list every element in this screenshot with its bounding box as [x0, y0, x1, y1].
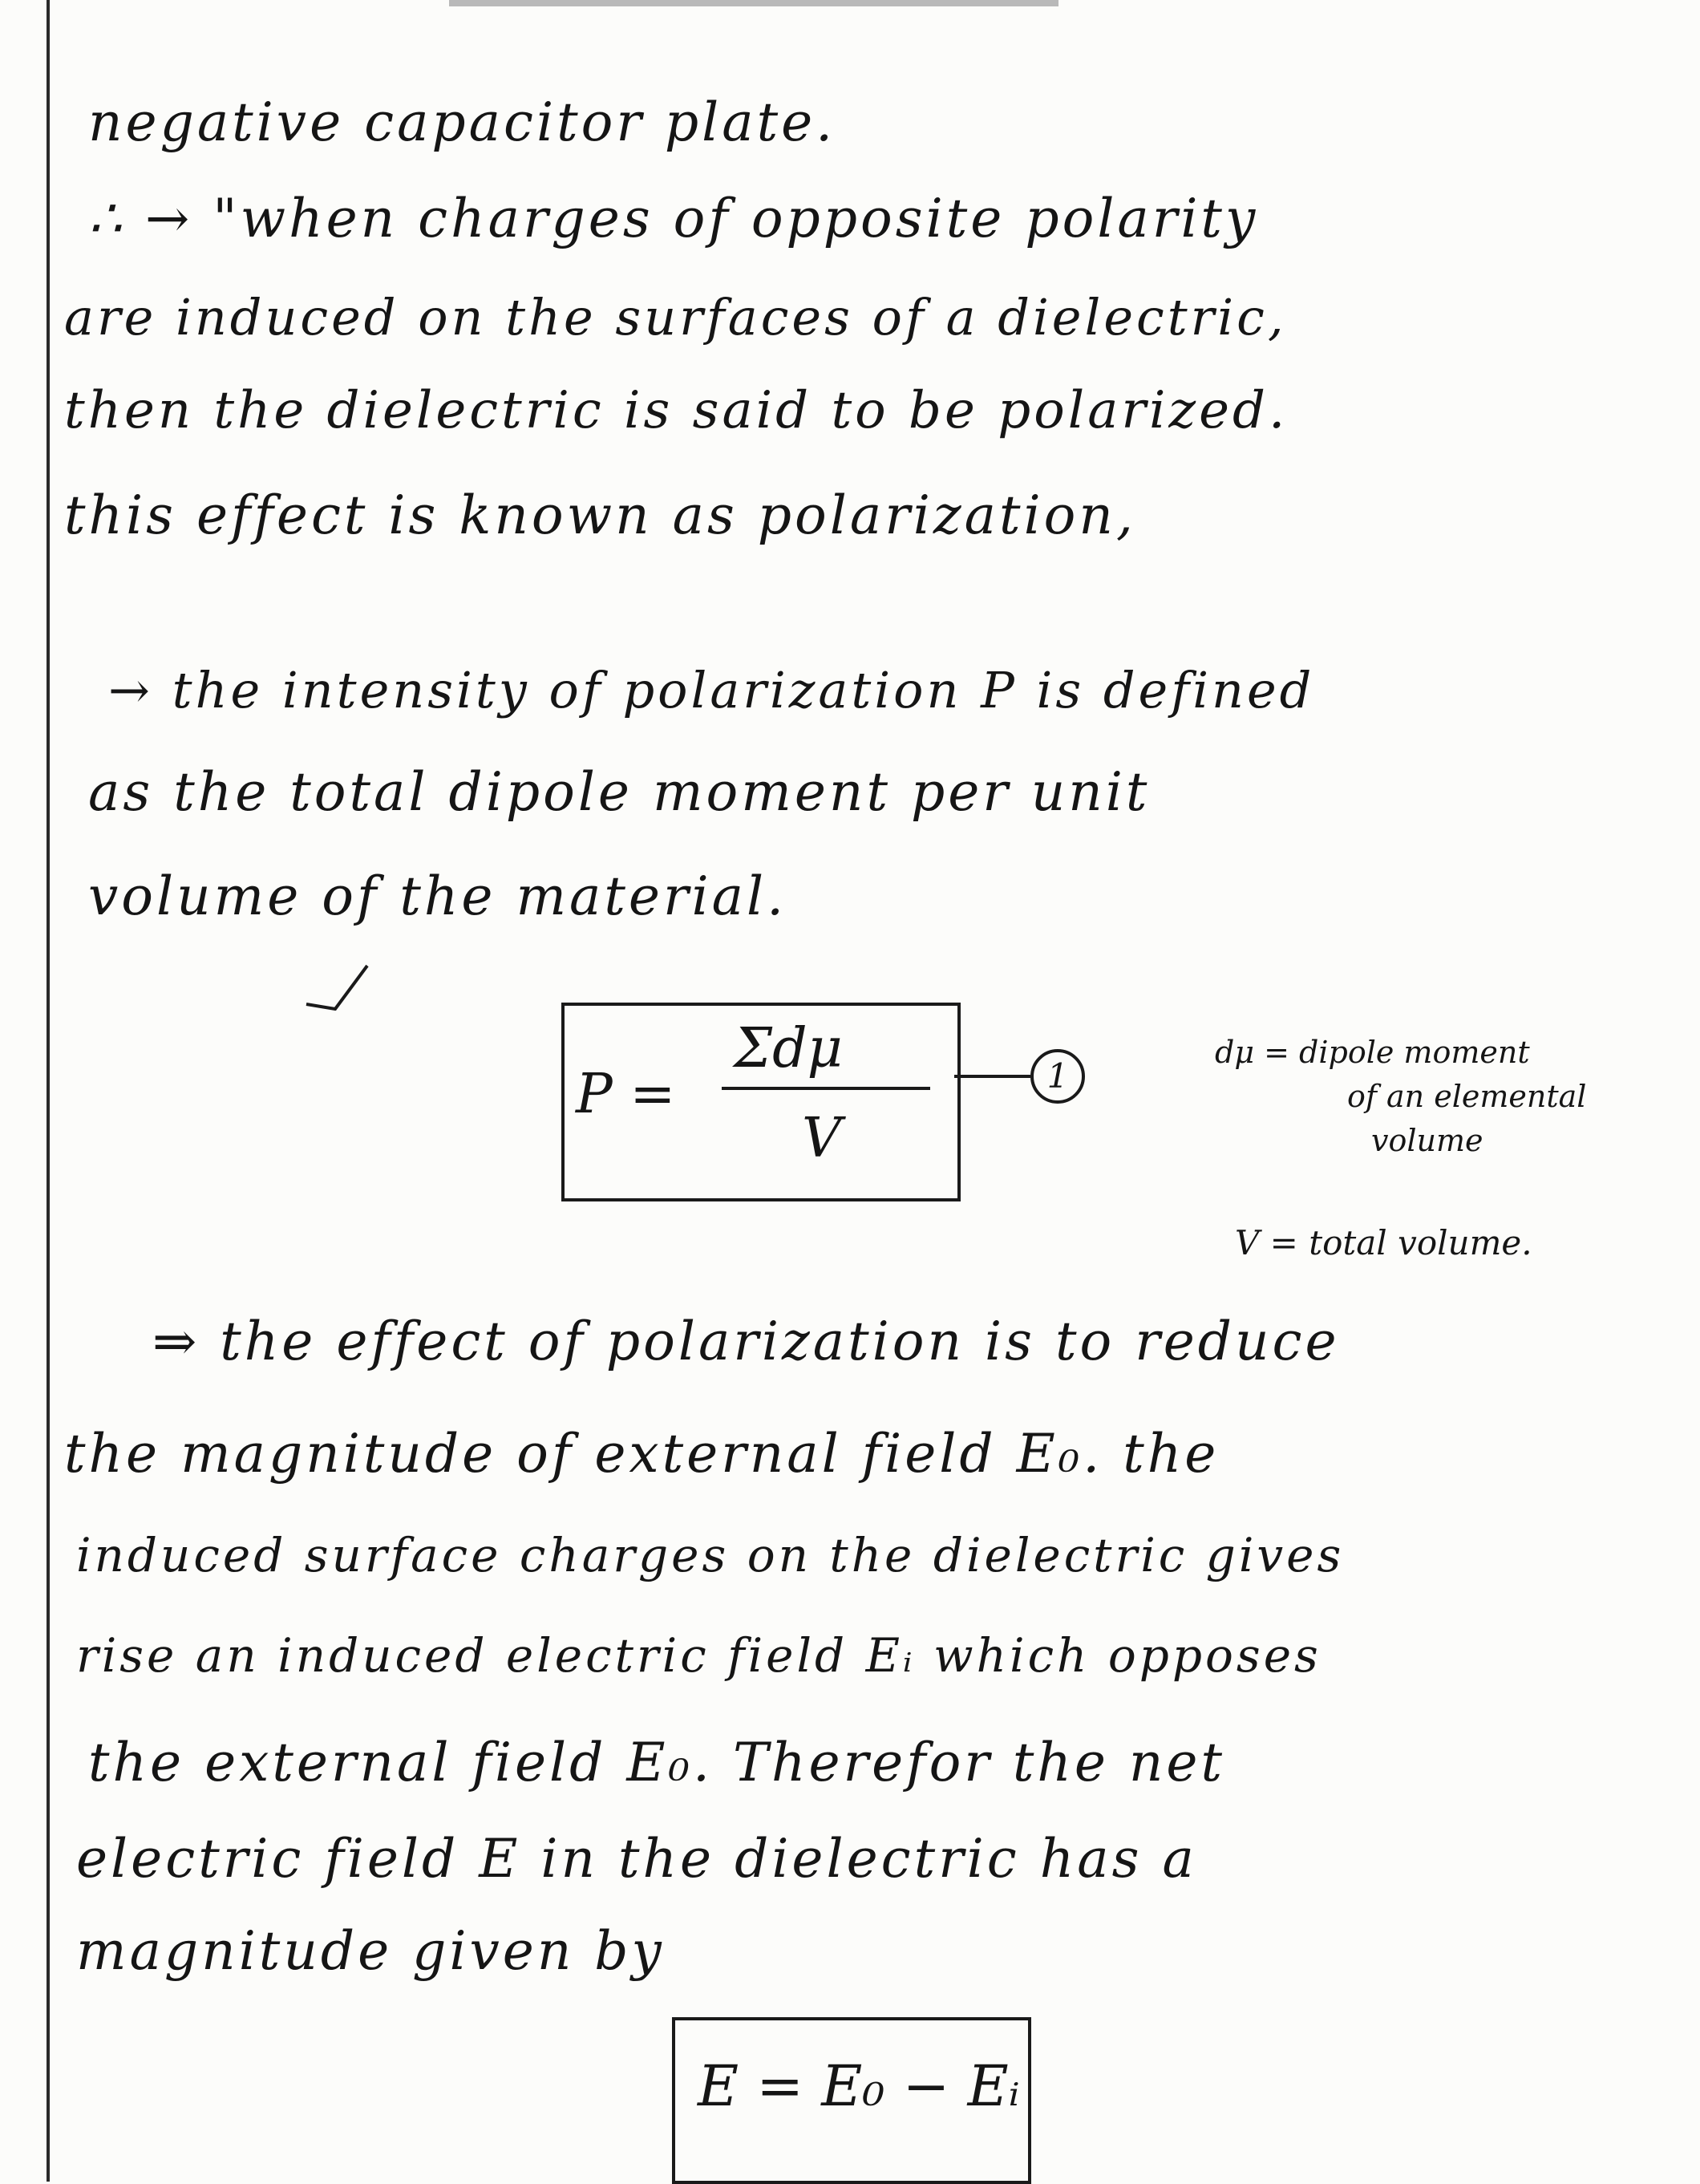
text-line-7: as the total dipole moment per unit	[88, 761, 1151, 823]
text-line-11: induced surface charges on the dielectric gives	[76, 1528, 1345, 1582]
text-line-3: are induced on the surfaces of a dielectric,	[64, 288, 1287, 346]
equation-1-connector	[954, 1075, 1030, 1078]
text-line-5: this effect is known as polarization,	[64, 484, 1136, 546]
top-edge-strip	[449, 0, 1058, 6]
equation-1-numerator: Σdμ	[734, 1017, 843, 1080]
text-line-10: the magnitude of external field E₀. the	[64, 1423, 1220, 1485]
note-line-3: volume	[1371, 1123, 1483, 1158]
text-line-2: ∴ → "when charges of opposite polarity	[88, 188, 1259, 249]
margin-line	[47, 0, 50, 2182]
text-line-1: negative capacitor plate.	[88, 91, 836, 153]
text-line-14: electric field E in the dielectric has a	[76, 1828, 1197, 1890]
equation-1-lhs: P =	[576, 1063, 676, 1126]
note-line-2: of an elemental	[1347, 1079, 1587, 1114]
equation-1-fraction-bar	[722, 1087, 930, 1090]
note-line-1: dμ = dipole moment	[1215, 1035, 1530, 1070]
text-line-9: ⇒ the effect of polarization is to reduce	[152, 1311, 1340, 1372]
note-line-4: V = total volume.	[1235, 1223, 1532, 1262]
equation-1-denominator: V	[802, 1107, 842, 1170]
text-line-12: rise an induced electric field Eᵢ which opposes	[76, 1628, 1322, 1683]
text-line-4: then the dielectric is said to be polarized.	[64, 381, 1289, 440]
text-line-8: volume of the material.	[88, 865, 787, 927]
equation-1-number: 1	[1030, 1049, 1085, 1104]
text-line-13: the external field E₀. Therefor the net	[88, 1732, 1225, 1793]
equation-2: E = E₀ − Eᵢ	[698, 2053, 1020, 2119]
check-mark-icon	[305, 962, 369, 1011]
text-line-15: magnitude given by	[76, 1920, 665, 1982]
text-line-6: → the intensity of polarization P is defined	[108, 661, 1315, 719]
